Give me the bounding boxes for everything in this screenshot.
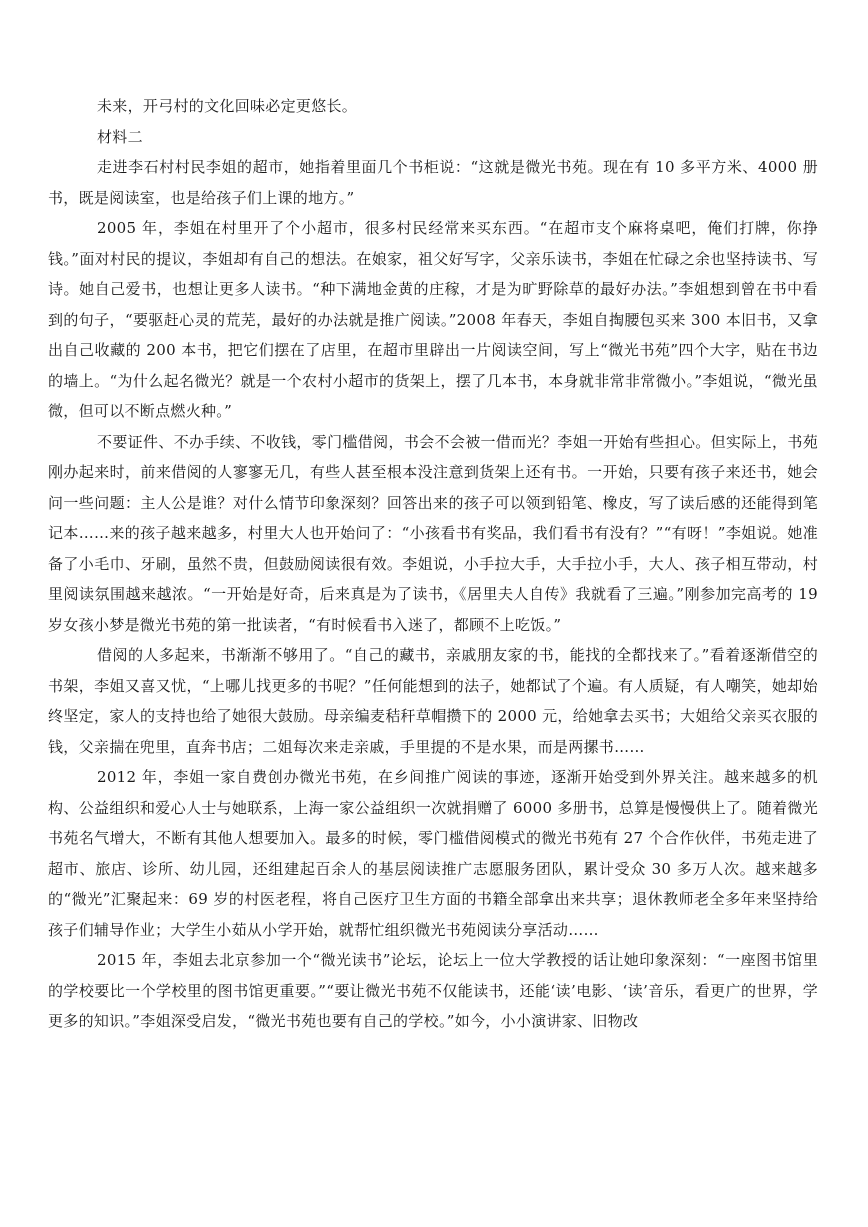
paragraph-3: 走进李石村村民李姐的超市，她指着里面几个书柜说：“这就是微光书苑。现在有 10 多平方米、4000 册书，既是阅读室，也是给孩子们上课的地方。”: [48, 158, 818, 207]
paragraph-2-heading: 材料二: [97, 127, 143, 146]
paragraph-7: 2012 年，李姐一家自费创办微光书苑，在乡间推广阅读的事迹，逐渐开始受到外界关注。越来越多的机构、公益组织和爱心人士与她联系，上海一家公益组织一次就捐赠了 6000 多册书，总算是慢慢供上了。随着微光书苑名气增大，不断有其他人想要加入。最多的时候，零门槛借阅模式的微光书苑有 27 个合作伙伴，书苑走进了超市、旅店、诊所、幼儿园，还组建起百余人的基层阅读推广志愿服务团队，累计受众 30 多万人次。越来越多的“微光”汇聚起来：69 岁的村医老程，将自己医疗卫生方面的书籍全部拿出来共享；退休教师老全多年来坚持给孩子们辅导作业；大学生小茹从小学开始，就帮忙组织微光书苑阅读分享活动……: [48, 768, 818, 939]
paragraph-5: 不要证件、不办手续、不收钱，零门槛借阅，书会不会被一借而光？李姐一开始有些担心。但实际上，书苑刚办起来时，前来借阅的人寥寥无几，有些人甚至根本没注意到货架上还有书。一开始，只要有孩子来还书，她会问一些问题：主人公是谁？对什么情节印象深刻？回答出来的孩子可以领到铅笔、橡皮，写了读后感的还能得到笔记本……来的孩子越来越多，村里大人也开始问了：“小孩看书有奖品，我们看书有没有？”“有呀！”李姐说。她准备了小毛巾、牙刷，虽然不贵，但鼓励阅读很有效。李姐说，小手拉大手，大手拉小手，大人、孩子相互带动，村里阅读氛围越来越浓。“一开始是好奇，后来真是为了读书，《居里夫人自传》我就看了三遍。”刚参加完高考的 19 岁女孩小梦是微光书苑的第一批读者，“有时候看书入迷了，都顾不上吃饭。”: [48, 432, 818, 634]
paragraph-6: 借阅的人多起来，书渐渐不够用了。“自己的藏书，亲戚朋友家的书，能找的全都找来了。”看着逐渐借空的书架，李姐又喜又忧，“上哪儿找更多的书呢？”任何能想到的法子，她都试了个遍。有人质疑，有人嘲笑，她却始终坚定，家人的支持也给了她很大鼓励。母亲编麦秸秆草帽攒下的 2000 元，给她拿去买书；大姐给父亲买衣服的钱，父亲揣在兜里，直奔书店；二姐每次来走亲戚，手里提的不是水果，而是两摞书……: [48, 646, 818, 756]
paragraph-1: 未来，开弓村的文化回味必定更悠长。: [97, 97, 358, 115]
paragraph-4: 2005 年，李姐在村里开了个小超市，很多村民经常来买东西。“在超市支个麻将桌吧，俺们打牌，你挣钱。”面对村民的提议，李姐却有自己的想法。在娘家，祖父好写字，父亲乐读书，李姐在忙碌之余也坚持读书、写诗。她自己爱书，也想让更多人读书。“种下满地金黄的庄稼，才是为旷野除草的最好办法。”李姐想到曾在书中看到的句子，“要驱赶心灵的荒芜，最好的办法就是推广阅读。”2008 年春天，李姐自掏腰包买来 300 本旧书，又拿出自己收藏的 200 本书，把它们摆在了店里，在超市里辟出一片阅读空间，写上“微光书苑”四个大字，贴在书边的墙上。“为什么起名微光？就是一个农村小超市的货架上，摆了几本书，本身就非常非常微小。”李姐说，“微光虽微，但可以不断点燃火种。”: [48, 219, 818, 420]
paragraph-8: 2015 年，李姐去北京参加一个“微光读书”论坛，论坛上一位大学教授的话让她印象深刻：“一座图书馆里的学校要比一个学校里的图书馆更重要。”“要让微光书苑不仅能读书，还能‘读’电影、‘读’音乐，看更广的世界，学更多的知识。”李姐深受启发，“微光书苑也要有自己的学校。”如今，小小演讲家、旧物改: [48, 951, 818, 1030]
